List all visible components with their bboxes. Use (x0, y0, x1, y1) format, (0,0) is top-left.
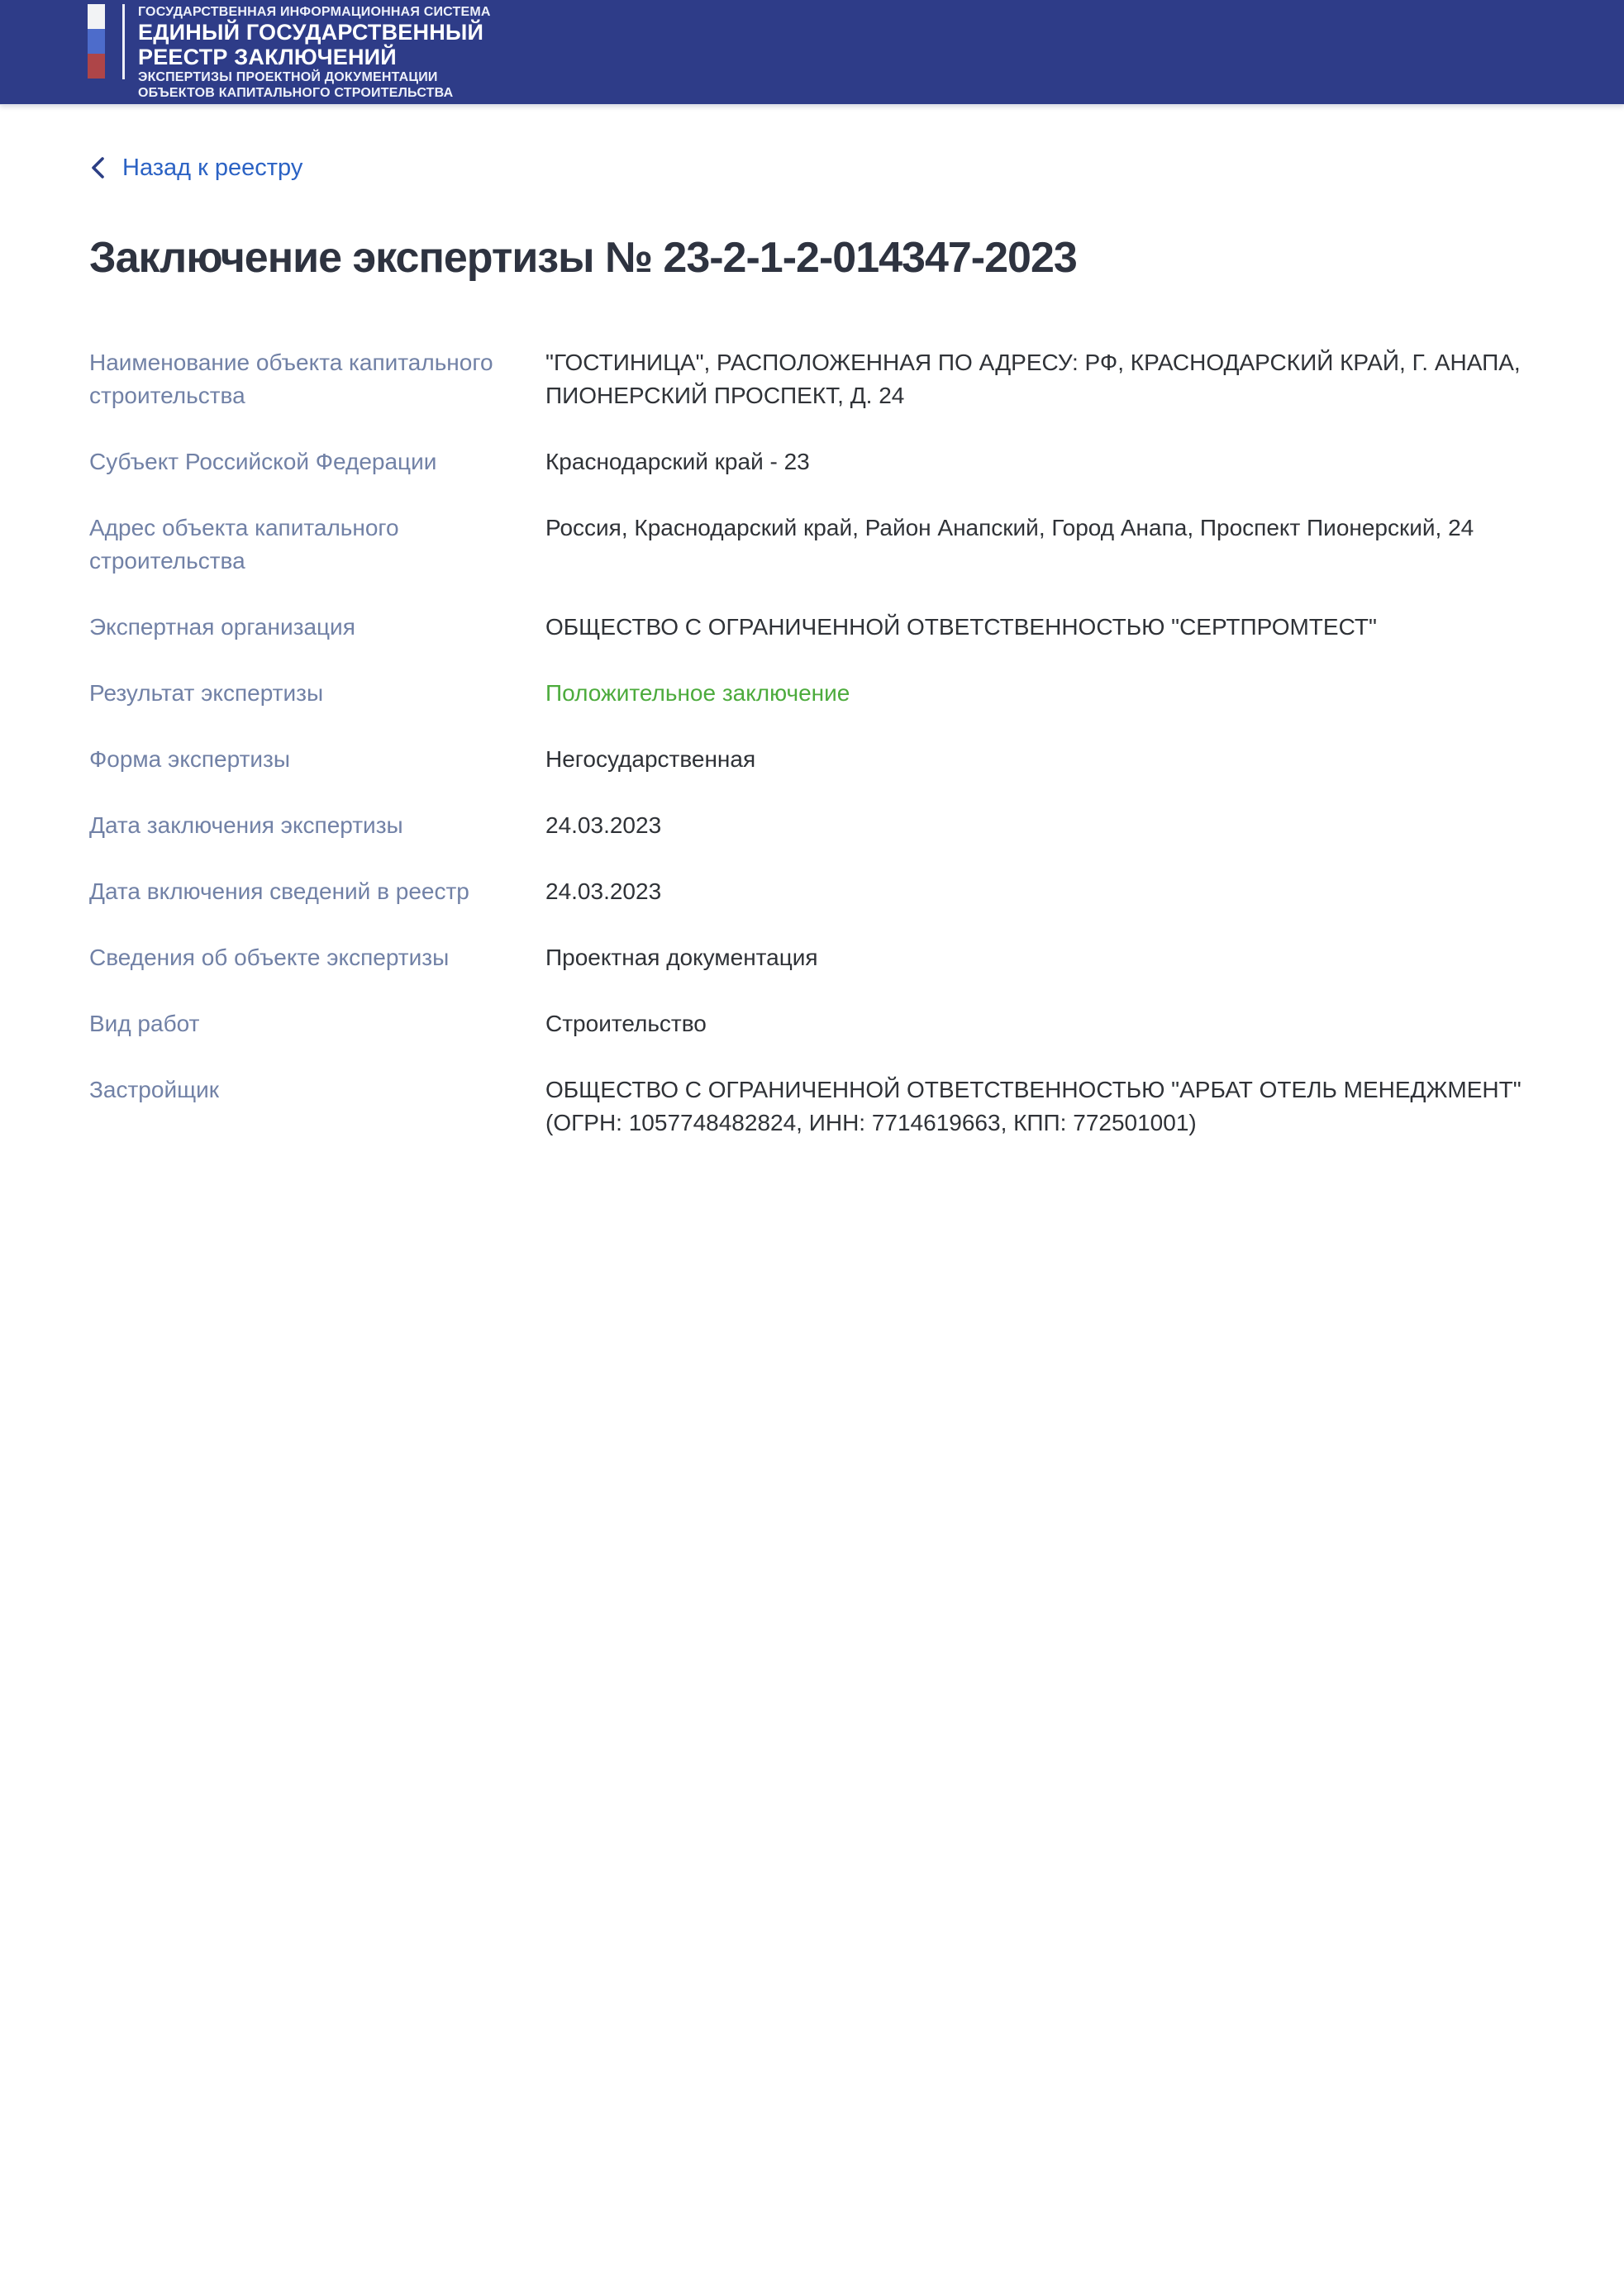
field-value: 24.03.2023 (545, 812, 662, 838)
field-label: Дата включения сведений в реестр (89, 878, 469, 904)
field-label: Застройщик (89, 1077, 220, 1102)
field-label: Наименование объекта капитального строительства (89, 350, 493, 408)
field-value: Россия, Краснодарский край, Район Анапский, Город Анапа, Проспект Пионерский, 24 (545, 515, 1474, 540)
page-title: Заключение экспертизы № 23-2-1-2-014347-2023 (89, 234, 1077, 282)
field-value: Проектная документация (545, 945, 818, 970)
logo-system-line: ГОСУДАРСТВЕННАЯ ИНФОРМАЦИОННАЯ СИСТЕМА (138, 4, 491, 19)
field-value: Краснодарский край - 23 (545, 449, 810, 474)
field-row-expertise-result (89, 677, 1562, 710)
back-to-registry-link[interactable] (89, 153, 302, 183)
russia-flag-icon (88, 4, 105, 79)
field-value: Строительство (545, 1011, 707, 1036)
chevron-left-icon (89, 155, 107, 180)
field-row-developer (89, 1073, 1562, 1140)
field-row-conclusion-date (89, 809, 1562, 842)
logo-subtitle-line-2: ОБЪЕКТОВ КАПИТАЛЬНОГО СТРОИТЕЛЬСТВА (138, 85, 454, 100)
expertise-result-value: Положительное заключение (545, 680, 850, 706)
field-row-region (89, 445, 1562, 478)
field-label: Адрес объекта капитального строительства (89, 515, 399, 574)
field-label: Экспертная организация (89, 614, 355, 640)
field-row-expertise-form (89, 743, 1562, 776)
field-label: Результат экспертизы (89, 680, 324, 706)
field-label: Вид работ (89, 1011, 200, 1036)
field-value: "ГОСТИНИЦА", РАСПОЛОЖЕННАЯ ПО АДРЕСУ: РФ, КРАСНОДАРСКИЙ КРАЙ, Г. АНАПА, ПИОНЕРСКИЙ ПРОСПЕКТ, Д. 24 (545, 350, 1521, 408)
back-link-label: Назад к реестру (122, 155, 303, 181)
logo-subtitle-line-1: ЭКСПЕРТИЗЫ ПРОЕКТНОЙ ДОКУМЕНТАЦИИ (138, 69, 438, 84)
field-value: ОБЩЕСТВО С ОГРАНИЧЕННОЙ ОТВЕТСТВЕННОСТЬЮ "АРБАТ ОТЕЛЬ МЕНЕДЖМЕНТ" (ОГРН: 1057748482824, ИНН: 7714619663, КПП: 772501001) (545, 1077, 1522, 1135)
field-label: Дата заключения экспертизы (89, 812, 403, 838)
field-value: Негосударственная (545, 746, 756, 772)
app-header (0, 0, 1624, 105)
egrz-logo[interactable] (88, 4, 491, 101)
field-value: 24.03.2023 (545, 878, 662, 904)
field-row-registry-inclusion-date (89, 875, 1562, 908)
field-row-address (89, 512, 1562, 578)
field-row-object-name (89, 346, 1562, 412)
field-value: ОБЩЕСТВО С ОГРАНИЧЕННОЙ ОТВЕТСТВЕННОСТЬЮ "СЕРТПРОМТЕСТ" (545, 614, 1377, 640)
conclusion-fields (89, 346, 1562, 1140)
field-label: Форма экспертизы (89, 746, 291, 772)
field-row-expert-organization (89, 611, 1562, 644)
logo-divider (122, 4, 125, 79)
field-label: Субъект Российской Федерации (89, 449, 437, 474)
field-row-work-type (89, 1007, 1562, 1040)
field-row-expertise-object-info (89, 941, 1562, 974)
field-label: Сведения об объекте экспертизы (89, 945, 450, 970)
logo-registry-line-2: РЕЕСТР ЗАКЛЮЧЕНИЙ (138, 44, 397, 69)
logo-registry-line-1: ЕДИНЫЙ ГОСУДАРСТВЕННЫЙ (138, 19, 484, 45)
conclusion-details-page (0, 105, 1624, 1140)
